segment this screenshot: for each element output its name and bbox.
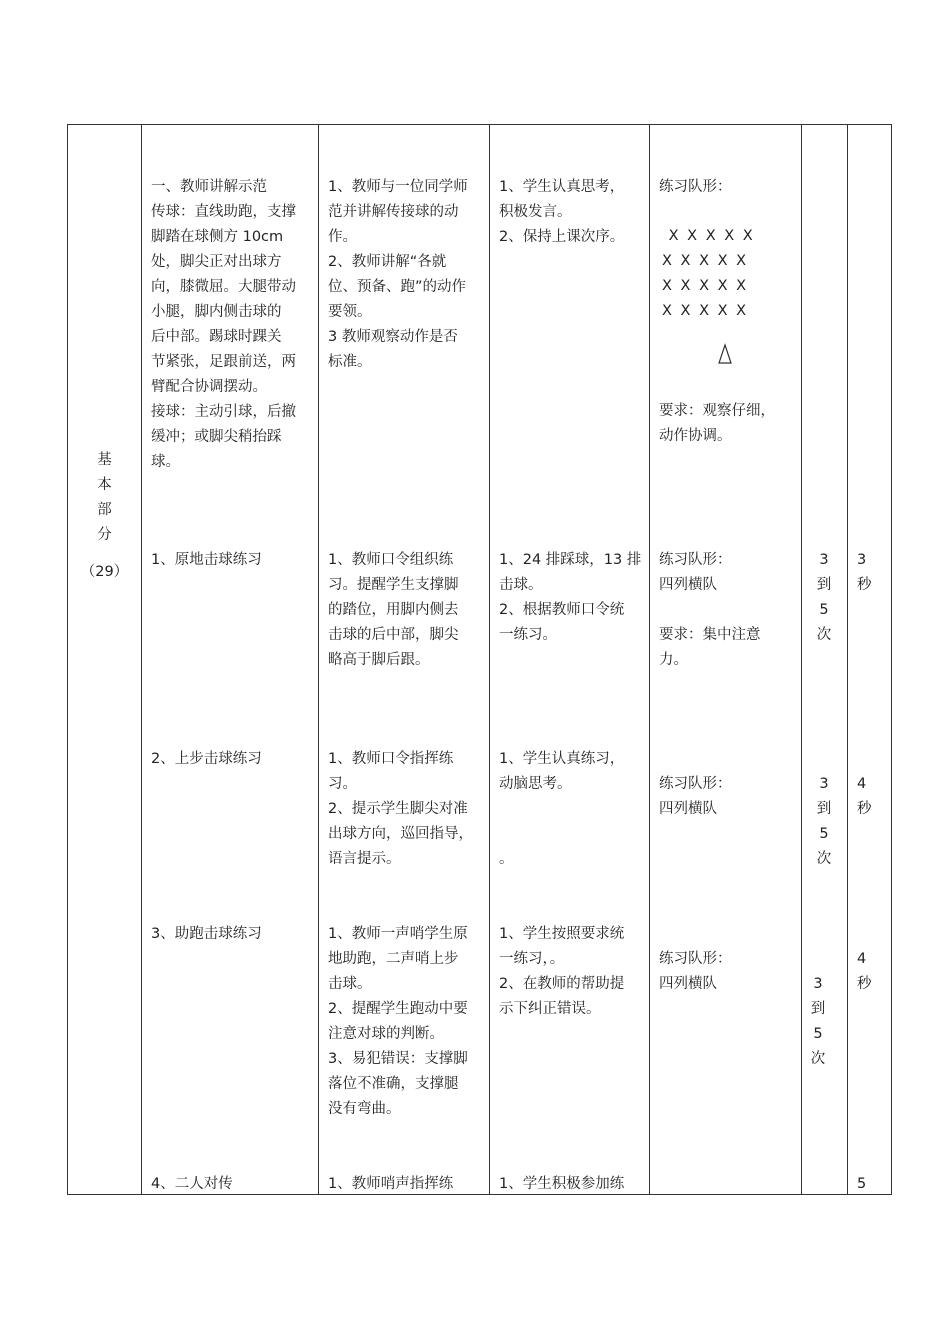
column-divider (847, 124, 848, 1195)
column-divider (489, 124, 490, 1195)
row-student: 1、24 排踩球，13 排 击球。 2、根据教师口令统 一练习。 (499, 552, 642, 643)
row-duration: 4 秒 (857, 951, 872, 992)
row-times: 3 到 5 次 (810, 976, 826, 1067)
intro-requirement: 要求：观察仔细， 动作协调。 (659, 403, 775, 444)
row-times: 3 到 5 次 (816, 776, 832, 867)
row-duration: 5 (857, 1176, 867, 1192)
row-duration: 4 秒 (857, 776, 872, 817)
row-times: 3 到 5 次 (816, 552, 832, 643)
section-label (67, 448, 142, 585)
formation-row: X X X X X (662, 303, 749, 319)
row-content: 2、上步击球练习 (151, 751, 262, 767)
row-student: 1、学生按照要求统 一练习，。 2、在教师的帮助提 示下纠正错误。 (499, 926, 625, 1017)
intro-content: 一、教师讲解示范 传球：直线助跑，支撑 脚踏在球侧方 10cm 处，脚尖正对出球方 向，膝微屈。大腿带动 小腿，脚内侧击球的 后中部。踢球时踝关 节紧张，足跟前送，两 臂配合协调摆动。 接球：主动引球，后撤 缓冲；或脚尖稍抬踩 球。 (151, 179, 296, 470)
column-divider (141, 124, 142, 1195)
section-minutes: （29） (80, 564, 129, 580)
row-content: 1、原地击球练习 (151, 552, 262, 568)
intro-student: 1、学生认真思考， 积极发言。 2、保持上课次序。 (499, 179, 625, 245)
row-content: 4、二人对传 (151, 1176, 233, 1192)
row-teacher: 1、教师哨声指挥练 (328, 1176, 454, 1192)
formation-row: X X X X X (662, 278, 749, 294)
row-teacher: 1、教师口令组织练 习。提醒学生支撑脚 的踏位，用脚内侧去 击球的后中部，脚尖 略高于脚后跟。 (328, 552, 459, 668)
column-divider (318, 124, 319, 1195)
section-name: 基 本 部 分 (97, 452, 112, 543)
row-student: 1、学生认真练习， 动脑思考。 。 (499, 751, 625, 867)
row-organization: 练习队形： 四列横队 (659, 776, 732, 817)
column-divider (649, 124, 650, 1195)
row-teacher: 1、教师一声哨学生原 地助跑，二声哨上步 击球。 2、提醒学生跑动中要 注意对球的判断。 3、易犯错误：支撑脚 落位不准确，支撑腿 没有弯曲。 (328, 926, 468, 1117)
row-duration: 3 秒 (857, 552, 872, 593)
intro-teacher: 1、教师与一位同学师 范并讲解传接球的动 作。 2、教师讲解“各就 位、预备、跑”的动作 要领。 3 教师观察动作是否 标准。 (328, 179, 468, 370)
row-student: 1、学生积极参加练 (499, 1176, 625, 1192)
row-organization: 练习队形： 四列横队 (659, 951, 732, 992)
row-teacher: 1、教师口令指挥练 习。 2、提示学生脚尖对准 出球方向，巡回指导， 语言提示。 (328, 751, 473, 867)
formation-row: X X X X X (662, 253, 749, 269)
teacher-position-icon (716, 342, 734, 370)
formation-row: X X X X X (662, 228, 755, 244)
row-content: 3、助跑击球练习 (151, 926, 262, 942)
intro-org-label: 练习队形： (659, 179, 732, 195)
row-organization: 练习队形： 四列横队 要求：集中注意 力。 (659, 552, 761, 668)
